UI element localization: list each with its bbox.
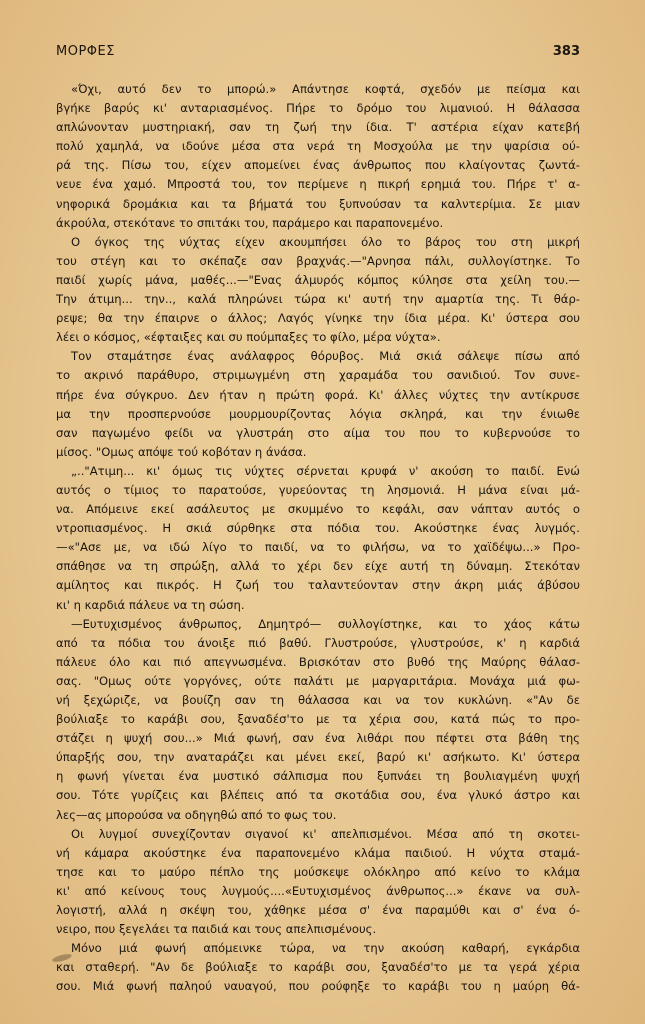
text-line: από τα πόδια του άνοιξε πιό βαθύ. Γλυστρούσε, γλυστρούσε, κ' η καρδιά bbox=[56, 635, 580, 650]
text-line: νή κάμαρα ακούστηκε ένα παραπονεμένο κλάμα παιδιού. Η νύχτα σταμά- bbox=[56, 845, 580, 860]
text-line: Την άτιμη... την.., καλά πληρώνει τώρα κι' αυτή την αμαρτία της. Τι θάρ- bbox=[56, 292, 580, 307]
text-line: „.."Ατιμη... κι' όμως τις νύχτες σέρνεται κρυφά ν' ακούση το παιδί. Ενώ bbox=[71, 463, 580, 478]
text-line: Μόνο μιά φωνή απόμεινκε τώρα, να την ακούση καθαρή, εγκάρδια bbox=[71, 941, 580, 956]
text-line: νή ξεχώριζε, να βουίζη σαν τη θάλασσα και να τον κυκλώνη. «"Αν δε bbox=[56, 693, 580, 707]
text-line: κι' από κείνους τους λυγμούς....«Ευτυχισμένος άνθρωπος...» έκανε να συλ- bbox=[56, 883, 580, 898]
text-line: ντροπιασμένος. Η σκιά σύρθηκε στα πόδια του. Ακούστηκε ένας λυγμός. bbox=[56, 521, 580, 536]
text-line: λέει ο κόσμος, «έφταιξες και συ πούμπαξες το φίλο, μέρα νύχτα». bbox=[56, 330, 441, 345]
text-line: και σταθερή. "Αν δε βούλιαξε το καράβι σου, ξαναδέσ'το με τα γερά χέρια bbox=[56, 960, 580, 975]
text-line: μα την προσπερνούσε μουρμουρίζοντας λόγια σκληρά, και την ένιωθε bbox=[56, 406, 580, 421]
text-line: πάλευε όλο και πιό απεγνωσμένα. Βρισκόταν στο βυθό της Μαύρης θάλασ- bbox=[56, 654, 580, 669]
text-line: Τον σταμάτησε ένας ανάλαφρος θόρυβος. Μιά σκιά σάλεψε πίσω από bbox=[71, 349, 580, 364]
text-line: «Όχι, αυτό δεν το μπορώ.» Απάντησε κοφτά, σχεδόν με πείσμα και bbox=[71, 82, 580, 96]
text-line: η φωνή γίνεται ένα μυστικό σάλπισμα που ξυπνάει τη βουλιαγμένη ψυχή bbox=[56, 769, 580, 784]
text-line: ρεψε; θα την έπαιρνε ο άλλος; Λαγός γίνηκε την ίδια μέρα. Κι' ύστερα σου bbox=[56, 311, 580, 326]
text-line: βούλιαξε το καράβι σου, ξαναδέσ'το με τα χέρια σου, κατά πώς το προ- bbox=[56, 712, 580, 727]
text-line: ρά της. Πίσω του, είχεν απομείνει ένας άνθρωπος που κλαίγοντας ζωντά- bbox=[56, 158, 580, 173]
running-header bbox=[56, 44, 580, 64]
text-line: νηφορικά δρομάκια και τα βήματά του ξυπνούσαν τα καλντερίμια. Σε μιαν bbox=[56, 196, 580, 211]
text-line: νειρο, που ξεγελάει τα παιδιά και τους απελπισμένους. bbox=[56, 922, 377, 937]
text-line: απλώνονταν μυστηριακή, σαν τη ζωή την ίδια. Τ' αστέρια είχαν κατεβή bbox=[56, 120, 580, 135]
text-line: τησε και το μαύρο πέπλο της μούσκεψε ολόκληρο από κείνο το κλάμα bbox=[56, 864, 580, 879]
text-line: κι' η καρδιά πάλευε να τη σώση. bbox=[56, 597, 245, 612]
text-line: σας. "Ομως ούτε γοργόνες, ούτε παλάτι με μαργαριτάρια. Μονάχα μιά φω- bbox=[56, 673, 580, 688]
text-line: νευε ένα χαμό. Μπροστά του, τον περίμενε η πικρή ερημιά του. Πήρε τ' α- bbox=[56, 177, 580, 192]
text-line: —«"Ασε με, να ιδώ λίγο το παιδί, να το φιλήσω, να το χαϊδέψω...» Προ- bbox=[56, 540, 580, 555]
text-line: σου. Μιά φωνή παληού ναυαγού, που ρούφηξε το καράβι του η μαύρη θά- bbox=[56, 979, 580, 994]
text-line: να. Απόμεινε εκεί ασάλευτος με σκυμμένο το κεφάλι, σαν νάπταν αυτός ο bbox=[56, 502, 580, 517]
text-line: στάζει η ψυχή σου...» Μιά φωνή, σαν ένα λιθάρι που πέφτει στα βάθη της bbox=[56, 731, 580, 746]
text-line: πήρε ένα σύγκρυο. Δεν ήταν η πρώτη φορά. Κι' άλλες νύχτες την αντίκρυσε bbox=[56, 387, 580, 402]
text-line: μίσος. "Ομως απόψε τού κοβόταν η άνάσα. bbox=[56, 444, 307, 459]
text-line: ύπαρξής σου, την αναταράζει και μένει εκεί, βαρύ κι' ασήκωτο. Κι' ύστερα bbox=[56, 750, 580, 765]
text-line: λες—ας μπορούσα να οδηγηθώ από το φως του. bbox=[56, 807, 337, 822]
text-line: —Ευτυχισμένος άνθρωπος, Δημητρό— συλλογίστηκε, και το χάος κάτω bbox=[71, 616, 580, 631]
text-line: Οι λυγμοί συνεχίζονταν σιγανοί κι' απελπισμένοι. Μέσα από τη σκοτει- bbox=[71, 826, 580, 841]
text-line: παιδί χωρίς μάνα, μαθές...—"Ενας άλμυρός κόμπος κύλησε στα χείλη του.— bbox=[56, 272, 580, 287]
text-line: λογιστή, αλλά η σκέψη του, χάθηκε μέσα σ' ένα παραμύθι και σ' ένα ό- bbox=[56, 903, 580, 918]
page-number: 383 bbox=[552, 44, 580, 59]
text-line: το ακρινό παράθυρο, στριμωγμένη στη χαραμάδα του σανιδιού. Τον συνε- bbox=[56, 368, 580, 383]
text-line: Ο όγκος της νύχτας είχεν ακουμπήσει όλο το βάρος του στη μικρή bbox=[71, 234, 580, 249]
text-line: σπάθησε να τη σπρώξη, αλλά το χέρι δεν είχε αυτή τη δύναμη. Στεκόταν bbox=[56, 559, 580, 574]
text-line: σαν παγωμένο φείδι να γλυστράη στο αίμα του που το κυβερνούσε το bbox=[56, 425, 580, 440]
text-line: σου. Τότε γυρίζεις και βλέπεις από τα σκοτάδια σου, ένα γλυκό άστρο και bbox=[56, 788, 580, 803]
text-line: αμίλητος και πικρός. Η ζωή του ταλαντεύονταν στην άκρη μιάς άβύσου bbox=[56, 578, 580, 593]
text-line: βγήκε βαρύς κι' ανταριασμένος. Πήρε το δρόμο του λιμανιού. Η θάλασσα bbox=[56, 101, 580, 116]
text-line: αυτός ο τίμιος το παρατούσε, γυρεύοντας τη λησμονιά. Η μάνα είναι μά- bbox=[56, 482, 580, 497]
text-line: πολύ χαμηλά, να ιδούνε μέσα στα νερά τη Μοσχούλα με την ψαρίσια ού- bbox=[56, 139, 580, 154]
text-line: του στέγη και το σκέπαζε σαν βραχνάς.—"Αρνησα πάλι, συλλογίστηκε. Το bbox=[56, 253, 580, 268]
running-title: ΜΟΡΦΕΣ bbox=[56, 44, 115, 59]
body-text bbox=[56, 80, 580, 997]
text-line: άκρούλα, στεκότανε το σπιτάκι του, παράμερο και παραπονεμένο. bbox=[56, 215, 444, 230]
